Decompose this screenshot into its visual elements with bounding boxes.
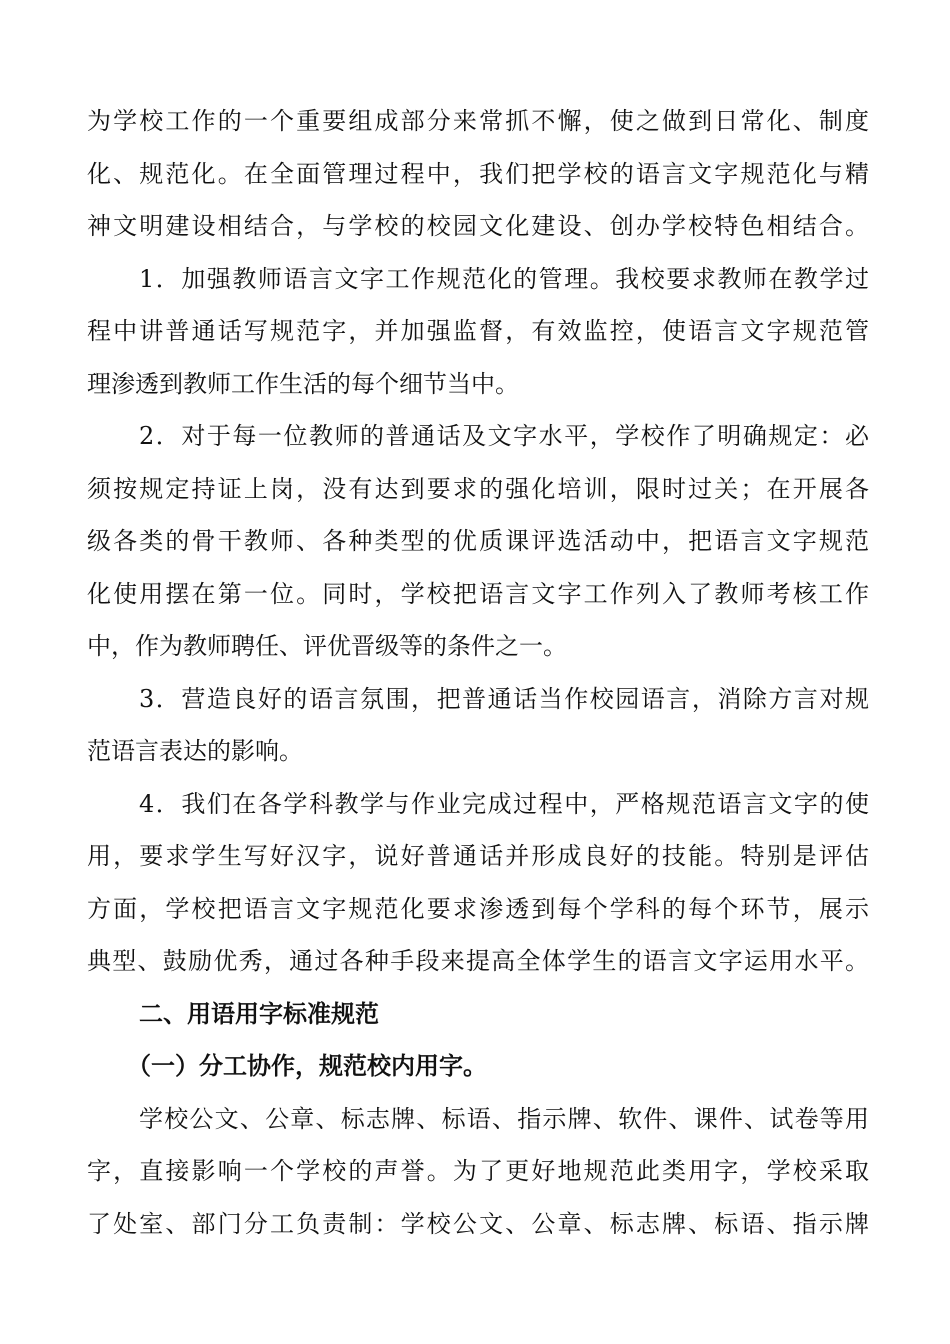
- text-line: 理渗透到教师工作生活的每个细节当中。: [87, 369, 519, 398]
- text-line: 学校公文、公章、标志牌、标语、指示牌、软件、课件、试卷等用: [139, 1104, 869, 1133]
- text-line: 4．我们在各学科教学与作业完成过程中，严格规范语言文字的使: [139, 789, 869, 818]
- text-line: 方面，学校把语言文字规范化要求渗透到每个学科的每个环节，展示: [87, 894, 869, 923]
- text-line: 了处室、部门分工负责制：学校公文、公章、标志牌、标语、指示牌: [87, 1209, 869, 1238]
- text-line: 为学校工作的一个重要组成部分来常抓不懈，使之做到日常化、制度: [87, 107, 869, 135]
- text-line: 范语言表达的影响。: [87, 737, 303, 765]
- text-line: 级各类的骨干教师、各种类型的优质课评选活动中，把语言文字规范: [87, 527, 869, 555]
- text-line: 典型、鼓励优秀，通过各种手段来提高全体学生的语言文字运用水平。: [87, 947, 869, 975]
- subsection-heading: （一）分工协作，规范校内用字。: [127, 1052, 487, 1080]
- text-line: 3．营造良好的语言氛围，把普通话当作校园语言，消除方言对规: [139, 684, 869, 713]
- text-line: 用，要求学生写好汉字，说好普通话并形成良好的技能。特别是评估: [87, 842, 869, 870]
- section-heading: 二、用语用字标准规范: [139, 999, 379, 1028]
- text-line: 2．对于每一位教师的普通话及文字水平，学校作了明确规定：必: [139, 422, 869, 450]
- text-line: 中，作为教师聘任、评优晋级等的条件之一。: [87, 632, 567, 660]
- text-line: 须按规定持证上岗，没有达到要求的强化培训，限时过关；在开展各: [87, 474, 869, 503]
- text-line: 字，直接影响一个学校的声誉。为了更好地规范此类用字，学校采取: [87, 1157, 869, 1185]
- document-page: [87, 95, 869, 1250]
- text-line: 神文明建设相结合，与学校的校园文化建设、创办学校特色相结合。: [87, 212, 869, 240]
- text-line: 化使用摆在第一位。同时，学校把语言文字工作列入了教师考核工作: [87, 579, 869, 608]
- text-line: 程中讲普通话写规范字，并加强监督，有效监控，使语言文字规范管: [87, 317, 869, 345]
- text-line: 化、规范化。在全面管理过程中，我们把学校的语言文字规范化与精: [87, 159, 869, 188]
- text-line: 1．加强教师语言文字工作规范化的管理。我校要求教师在教学过: [139, 264, 869, 293]
